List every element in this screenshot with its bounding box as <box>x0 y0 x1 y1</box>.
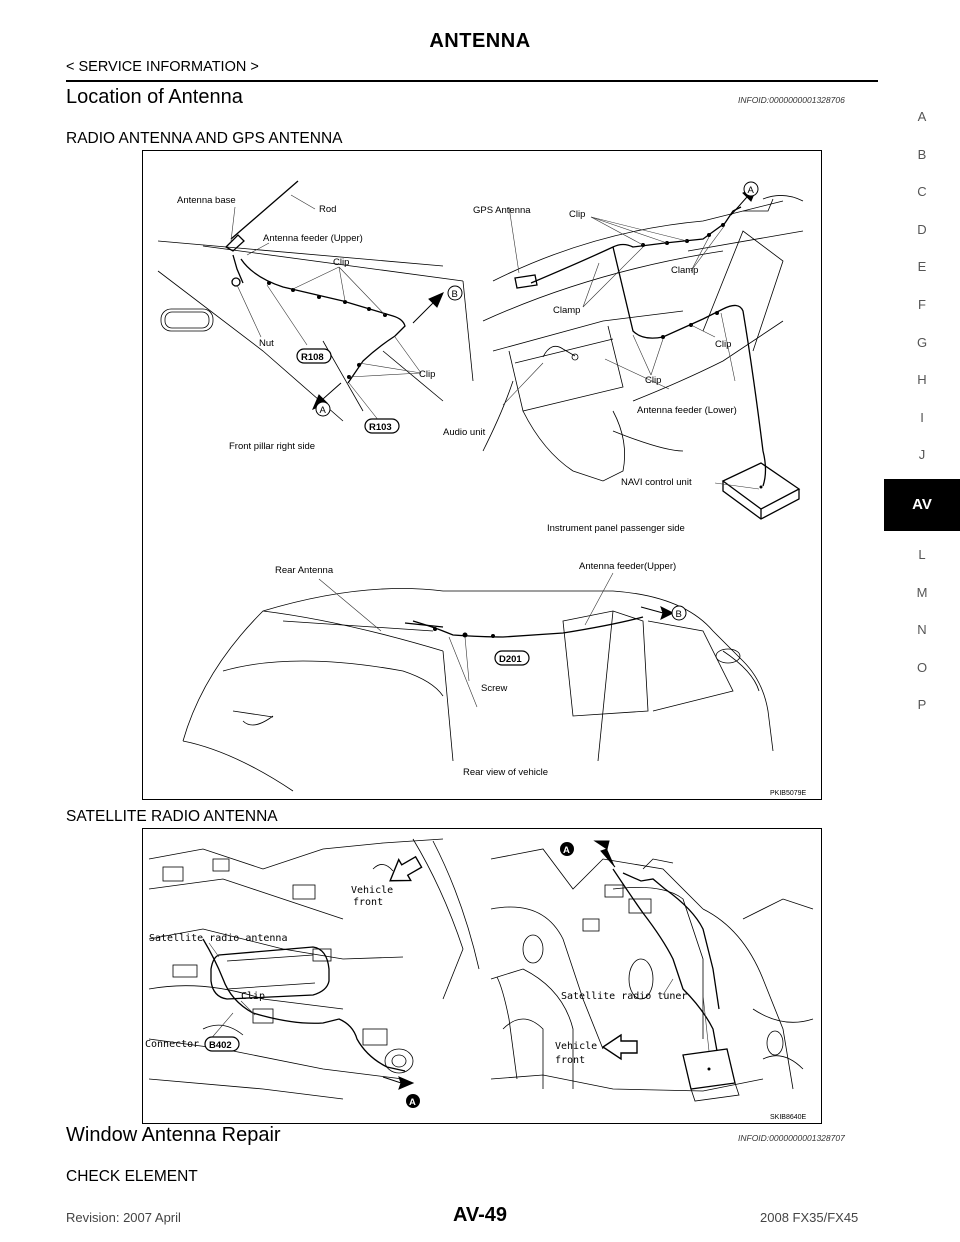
index-tab-f[interactable]: F <box>918 296 926 312</box>
label-clip-3: Clip <box>569 209 586 220</box>
index-tab-n[interactable]: N <box>917 622 927 638</box>
radio-gps-antenna-figure <box>142 150 822 800</box>
figure-code: SKIB8640E <box>770 1114 807 1121</box>
connector-badge-d201 <box>495 651 529 665</box>
label-front-1: front <box>353 897 384 908</box>
index-tab-j[interactable]: J <box>918 447 926 463</box>
subsection-heading-satellite: SATELLITE RADIO ANTENNA <box>66 808 278 825</box>
index-tab-c[interactable]: C <box>917 184 927 200</box>
subsection-heading-check-element: CHECK ELEMENT <box>66 1168 198 1185</box>
section-breadcrumb: < SERVICE INFORMATION > <box>66 59 259 75</box>
section-index-tabs <box>884 98 960 724</box>
svg-text:A: A <box>319 405 326 416</box>
label-rear-view: Rear view of vehicle <box>463 767 549 778</box>
label-audio-unit: Audio unit <box>443 427 486 438</box>
label-navi-control-unit: NAVI control unit <box>621 477 692 488</box>
connector-badge-r108 <box>297 349 331 363</box>
page-number: AV-49 <box>452 1204 508 1226</box>
index-tab-i[interactable]: I <box>920 409 924 425</box>
svg-text:D201: D201 <box>499 654 522 665</box>
svg-text:A: A <box>747 185 754 196</box>
label-nut: Nut <box>259 338 274 349</box>
label-rod: Rod <box>319 204 337 215</box>
index-tab-d[interactable]: D <box>917 221 927 237</box>
index-tab-l[interactable]: L <box>918 546 926 562</box>
figure-code: PKIB5079E <box>770 790 807 797</box>
footer-model: 2008 FX35/FX45 <box>760 1210 859 1225</box>
marker-a-left <box>406 1094 420 1108</box>
connector-badge-b402 <box>205 1037 239 1051</box>
label-antenna-base: Antenna base <box>177 195 236 206</box>
index-tab-b[interactable]: B <box>917 146 927 162</box>
section-title-window-antenna: Window Antenna Repair <box>66 1124 281 1146</box>
label-clip: Clip <box>241 991 266 1002</box>
marker-a-right <box>560 842 574 856</box>
svg-text:B: B <box>675 609 682 620</box>
index-tab-a[interactable]: A <box>917 109 927 124</box>
subsection-heading-radio-gps: RADIO ANTENNA AND GPS ANTENNA <box>66 130 343 147</box>
label-rear-antenna: Rear Antenna <box>275 565 334 576</box>
label-clamp-1: Clamp <box>671 265 699 276</box>
label-connector: Connector <box>145 1039 200 1050</box>
satellite-antenna-diagram <box>143 829 820 1122</box>
label-vehicle-2: Vehicle <box>555 1041 598 1052</box>
index-tab-p[interactable]: P <box>917 697 927 713</box>
page-title: ANTENNA <box>429 30 531 52</box>
index-tab-h[interactable]: H <box>917 372 927 388</box>
label-clip-2: Clip <box>419 369 436 380</box>
svg-text:A: A <box>409 1097 416 1108</box>
index-tab-e[interactable]: E <box>917 259 927 275</box>
svg-text:B: B <box>451 289 458 300</box>
label-antenna-feeder-upper-rear: Antenna feeder(Upper) <box>579 561 677 572</box>
connector-badge-r103 <box>365 419 399 433</box>
label-gps-antenna: GPS Antenna <box>473 205 531 216</box>
label-clip-5: Clip <box>645 375 662 386</box>
label-satellite-radio-antenna: Satellite radio antenna <box>149 933 288 944</box>
label-front-pillar: Front pillar right side <box>229 441 316 452</box>
label-vehicle-1: Vehicle <box>351 885 394 896</box>
section-title-location: Location of Antenna <box>66 86 243 108</box>
svg-text:A: A <box>563 845 570 856</box>
marker-a-1 <box>316 402 330 416</box>
label-antenna-feeder-upper: Antenna feeder (Upper) <box>263 233 363 244</box>
index-tab-o[interactable]: O <box>916 659 928 675</box>
marker-a-2 <box>744 182 758 196</box>
svg-text:R103: R103 <box>369 422 392 433</box>
index-tab-av-active[interactable]: AV <box>884 479 960 531</box>
label-front-2: front <box>555 1055 586 1066</box>
index-tab-g[interactable]: G <box>916 334 928 350</box>
label-clamp-2: Clamp <box>553 305 581 316</box>
info-id: INFOID:0000000001328706 <box>738 95 845 105</box>
index-tab-m[interactable]: M <box>916 584 928 600</box>
footer-revision: Revision: 2007 April <box>66 1210 181 1225</box>
label-screw: Screw <box>481 683 508 694</box>
svg-text:R108: R108 <box>301 352 324 363</box>
label-clip-1: Clip <box>333 257 350 268</box>
marker-b-2 <box>672 606 686 620</box>
label-satellite-radio-tuner: Satellite radio tuner <box>561 991 688 1002</box>
label-antenna-feeder-lower: Antenna feeder (Lower) <box>637 405 737 416</box>
svg-text:B402: B402 <box>209 1040 232 1051</box>
marker-b-1 <box>448 286 462 300</box>
header-divider <box>66 80 878 82</box>
satellite-antenna-figure <box>142 828 822 1124</box>
radio-gps-antenna-diagram <box>143 151 820 798</box>
info-id: INFOID:0000000001328707 <box>738 1133 845 1143</box>
label-clip-4: Clip <box>715 339 732 350</box>
label-instrument-panel: Instrument panel passenger side <box>547 523 685 534</box>
